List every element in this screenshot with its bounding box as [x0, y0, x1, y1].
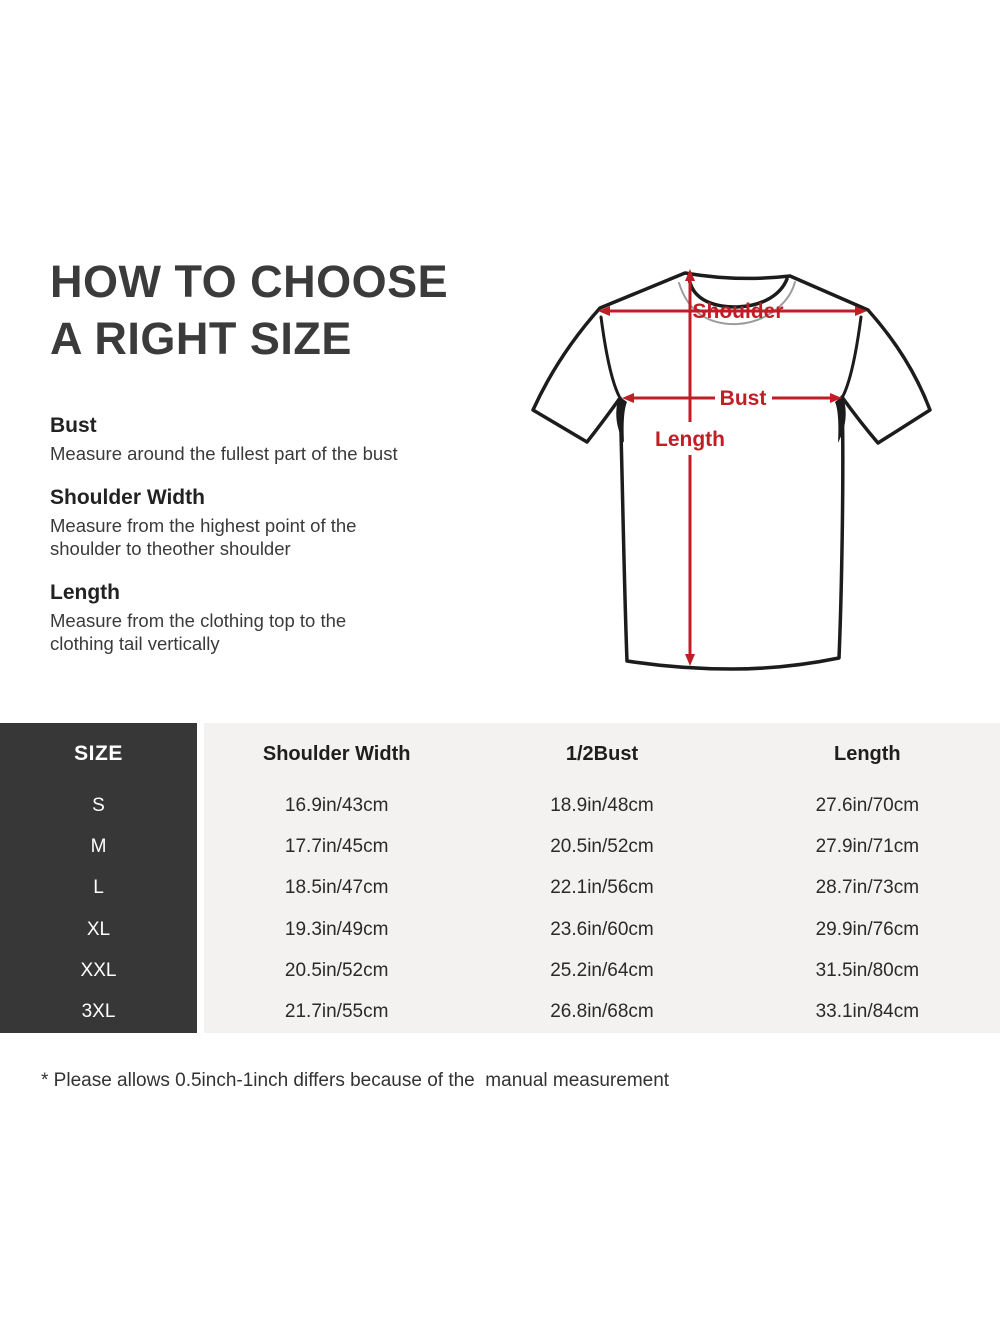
size-label-xl: XL [86, 918, 111, 940]
cell-xl-length: 29.9in/76cm [815, 918, 920, 940]
cell-xl-bust: 23.6in/60cm [550, 918, 654, 940]
size-table-size-column [0, 723, 197, 1033]
definition-shoulder-desc-line2: shoulder to theother shoulder [50, 538, 291, 559]
cell-3xl-bust: 26.8in/68cm [550, 1001, 654, 1023]
size-table-data-area [204, 723, 1000, 1033]
cell-l-shoulder: 18.5in/47cm [284, 877, 389, 899]
cell-xxl-length: 31.5in/80cm [815, 959, 920, 981]
cell-s-bust: 18.9in/48cm [550, 794, 654, 816]
size-label-xxl: XXL [80, 959, 117, 981]
cell-m-shoulder: 17.7in/45cm [284, 835, 389, 857]
cell-s-shoulder: 16.9in/43cm [284, 794, 389, 816]
size-label-3xl: 3XL [81, 1001, 116, 1023]
size-label-l: L [93, 877, 104, 899]
definition-length [50, 581, 440, 655]
definition-length-desc-line1: Measure from the clothing top to the [50, 610, 347, 631]
cell-3xl-length: 33.1in/84cm [815, 1001, 920, 1023]
definition-bust [50, 414, 440, 465]
length-arrow-label: Length [655, 428, 725, 451]
cell-xxl-bust: 25.2in/64cm [550, 959, 654, 981]
cell-l-length: 28.7in/73cm [815, 877, 920, 899]
tshirt-measurement-diagram [510, 255, 950, 695]
cell-3xl-shoulder: 21.7in/55cm [284, 1001, 389, 1023]
measurement-definitions [50, 414, 440, 676]
size-table [0, 723, 1000, 1033]
size-label-s: S [92, 794, 105, 816]
definition-shoulder-term: Shoulder Width [50, 486, 205, 509]
column-header-shoulder-width: Shoulder Width [262, 742, 411, 765]
column-header-length: Length [834, 742, 901, 765]
page-title-line2: A RIGHT SIZE [50, 313, 352, 364]
definition-length-desc-line2: clothing tail vertically [50, 633, 220, 654]
shoulder-arrow-label: Shoulder [692, 300, 784, 323]
measurement-disclaimer: * Please allows 0.5inch-1inch differs because of the manual measurement [41, 1070, 670, 1091]
page-title [50, 253, 448, 367]
column-header-half-bust: 1/2Bust [565, 742, 639, 765]
definition-shoulder-width [50, 486, 440, 560]
page-title-line1: HOW TO CHOOSE [50, 256, 449, 307]
tshirt-outline [533, 273, 930, 669]
size-label-m: M [90, 835, 107, 857]
definition-bust-term: Bust [50, 414, 97, 437]
size-column-header: SIZE [74, 742, 123, 765]
cell-xl-shoulder: 19.3in/49cm [284, 918, 389, 940]
cell-s-length: 27.6in/70cm [815, 794, 920, 816]
definition-length-term: Length [50, 581, 120, 604]
definition-shoulder-desc-line1: Measure from the highest point of the [50, 515, 357, 536]
cell-m-length: 27.9in/71cm [815, 835, 920, 857]
cell-l-bust: 22.1in/56cm [550, 877, 654, 899]
bust-arrow-label: Bust [719, 387, 767, 410]
cell-m-bust: 20.5in/52cm [550, 835, 654, 857]
definition-bust-desc: Measure around the fullest part of the bust [50, 443, 398, 464]
cell-xxl-shoulder: 20.5in/52cm [284, 959, 389, 981]
